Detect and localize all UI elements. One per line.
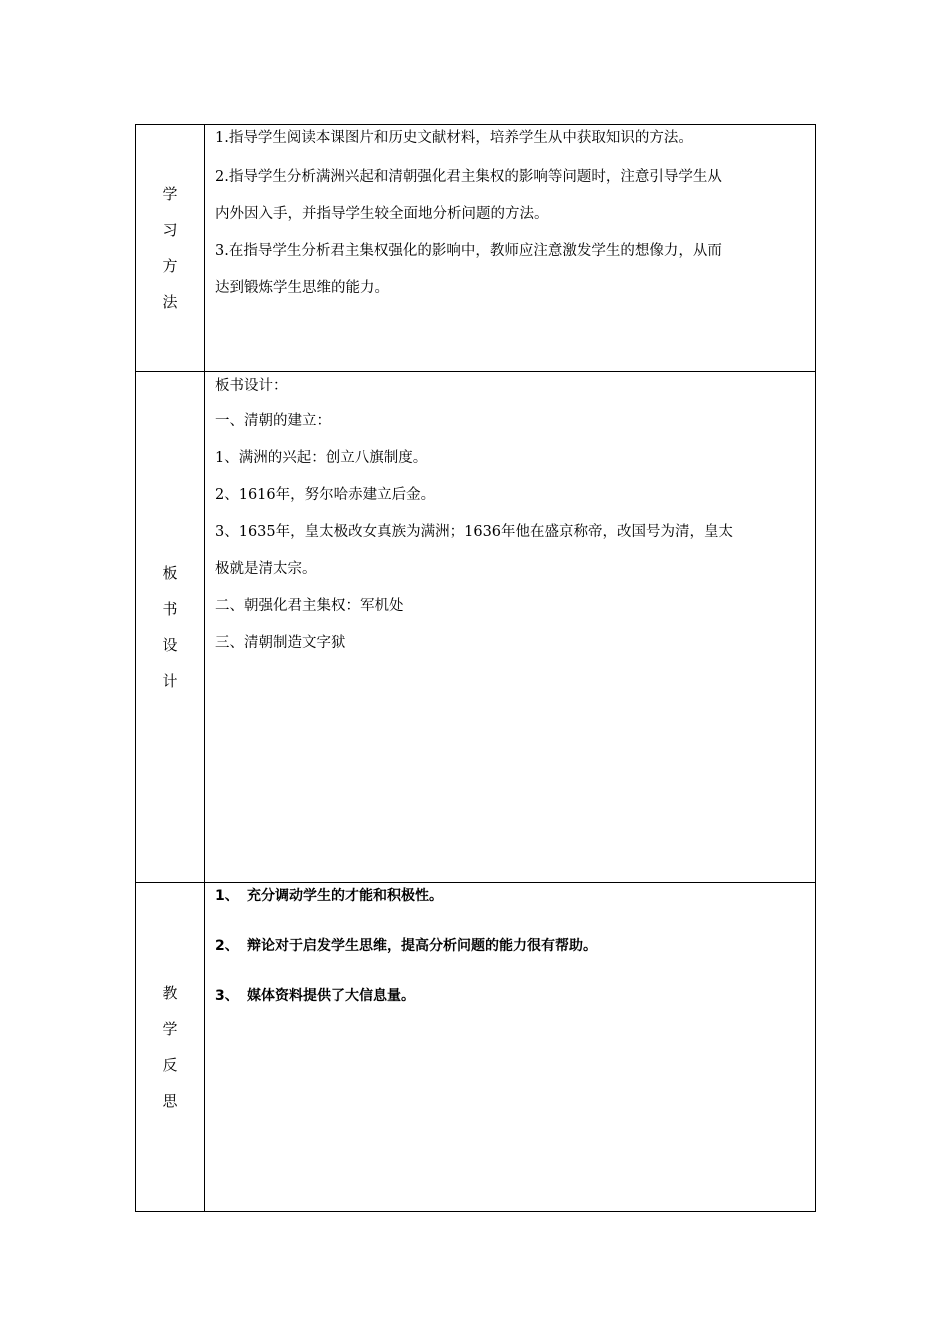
lesson-plan-table (135, 124, 816, 1212)
methods-label-cell (136, 125, 205, 372)
reflection-label-char: 学 (162, 1020, 178, 1038)
reflection-item-text: 充分调动学生的才能和积极性。 (247, 888, 443, 904)
methods-line: 3.在指导学生分析君主集权强化的影响中，教师应注意激发学生的想像力，从而 (215, 243, 722, 259)
board-line: 一、清朝的建立： (215, 413, 331, 429)
methods-label-char: 法 (162, 293, 178, 311)
methods-label-char: 习 (162, 221, 178, 239)
methods-line: 1.指导学生阅读本课图片和历史文献材料，培养学生从中获取知识的方法。 (215, 130, 693, 146)
board-line: 板书设计： (215, 378, 288, 394)
reflection-item-text: 辩论对于启发学生思维，提高分析问题的能力很有帮助。 (247, 938, 597, 954)
board-line: 1、满洲的兴起：创立八旗制度。 (215, 450, 428, 466)
board-content-cell (205, 372, 816, 883)
reflection-item-number: 2、 (215, 938, 239, 954)
board-line: 3、1635年，皇太极改女真族为满洲；1636年他在盛京称帝，改国号为清，皇太 (215, 524, 734, 540)
reflection-item (215, 883, 807, 909)
reflection-item (215, 983, 807, 1009)
reflection-label-char: 教 (162, 984, 178, 1002)
board-line: 二、朝强化君主集权：军机处 (215, 598, 404, 614)
reflection-item-number: 1、 (215, 888, 239, 904)
reflection-label-char: 思 (162, 1092, 178, 1110)
methods-label-char: 学 (162, 185, 178, 203)
board-label-char: 书 (162, 600, 178, 618)
board-line: 极就是清太宗。 (215, 561, 317, 577)
reflection-item-number: 3、 (215, 988, 239, 1004)
methods-line: 达到锻炼学生思维的能力。 (215, 280, 389, 296)
methods-content-cell (205, 125, 816, 372)
board-label-char: 板 (162, 564, 178, 582)
reflection-label-char: 反 (162, 1056, 178, 1074)
methods-row (136, 125, 816, 372)
reflection-item (215, 933, 807, 959)
board-label-char: 计 (162, 672, 178, 690)
board-line: 三、清朝制造文字狱 (215, 635, 346, 651)
reflection-item-text: 媒体资料提供了大信息量。 (247, 988, 415, 1004)
methods-line: 内外因入手，并指导学生较全面地分析问题的方法。 (215, 206, 549, 222)
methods-label-char: 方 (162, 257, 178, 275)
board-label-cell (136, 372, 205, 883)
reflection-row (136, 883, 816, 1212)
methods-line: 2.指导学生分析满洲兴起和清朝强化君主集权的影响等问题时，注意引导学生从 (215, 169, 722, 185)
reflection-label-cell (136, 883, 205, 1212)
reflection-content-cell (205, 883, 816, 1212)
board-line: 2、1616年，努尔哈赤建立后金。 (215, 487, 436, 503)
board-row (136, 372, 816, 883)
board-label-char: 设 (162, 636, 178, 654)
